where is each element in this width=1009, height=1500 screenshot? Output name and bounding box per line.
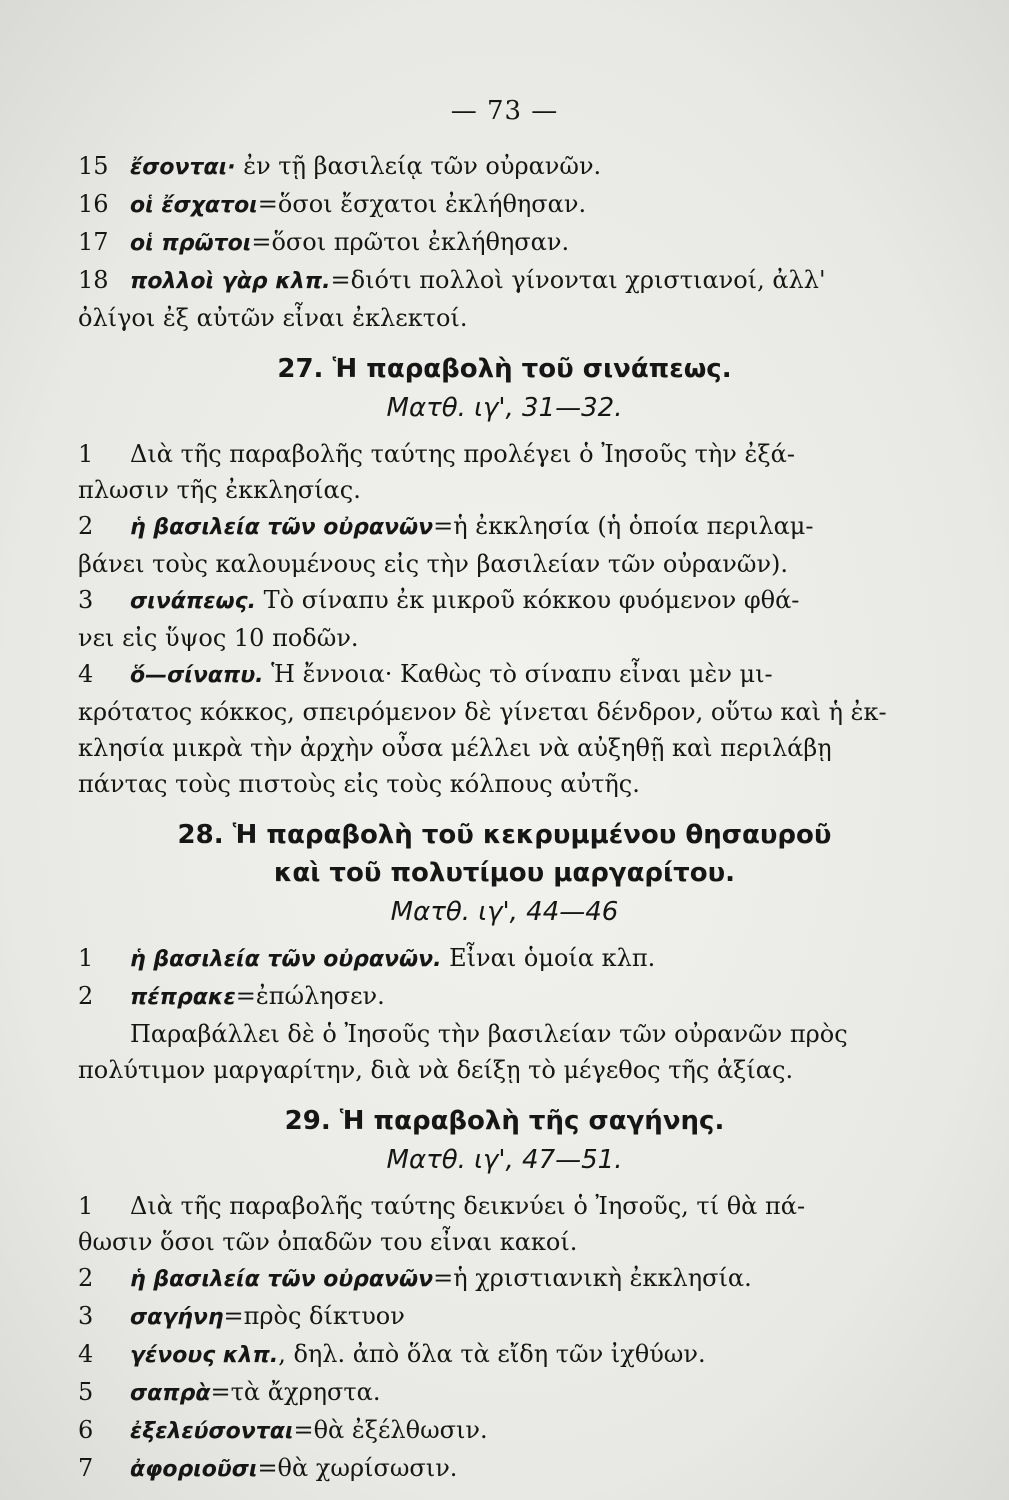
note-term: ἡ βασιλεία τῶν οὐρανῶν. (130, 947, 442, 972)
note-number: 5 (78, 1378, 94, 1406)
note-text: Διὰ τῆς παραβολῆς ταύτης προλέγει ὁ Ἰησοῦς τὴν ἐξά- (130, 440, 795, 468)
paragraph-line: Παραβάλλει δὲ ὁ Ἰησοῦς τὴν βασιλείαν τῶν οὐρανῶν πρὸς (130, 1020, 848, 1048)
note-term: ἡ βασιλεία τῶν οὐρανῶν (130, 1267, 434, 1292)
note-text: =διότι πολλοὶ γίνονται χριστιανοί, ἀλλ' (330, 266, 826, 294)
note-continuation: κλησία μικρὰ τὴν ἀρχὴν οὖσα μέλλει νὰ αὐξηθῇ καὶ περιλάβῃ (78, 734, 832, 762)
note-number: 3 (78, 586, 94, 614)
note-line (78, 940, 931, 978)
note-line (78, 224, 931, 262)
note-text: =ἡ χριστιανικὴ ἐκκλησία. (433, 1264, 752, 1292)
note-line (78, 148, 931, 186)
paragraph-line: πολύτιμον μαργαρίτην, διὰ νὰ δείξῃ τὸ μέγεθος τῆς ἀξίας. (78, 1056, 794, 1084)
note-number: 15 (78, 152, 109, 180)
note-line (78, 508, 931, 546)
note-number: 3 (78, 1302, 94, 1330)
note-line (78, 1260, 931, 1298)
section-28-reference: Ματθ. ιγ', 44—46 (390, 897, 619, 927)
note-number: 6 (78, 1416, 94, 1444)
section-28-title-line2: καὶ τοῦ πολυτίμου μαργαρίτου. (273, 858, 736, 888)
note-number: 16 (78, 190, 109, 218)
note-line (78, 582, 931, 620)
note-number: 4 (78, 1340, 94, 1368)
note-continuation: πλωσιν τῆς ἐκκλησίας. (78, 476, 361, 504)
note-text: =πρὸς δίκτυον (223, 1302, 405, 1330)
note-number: 2 (78, 512, 94, 540)
note-line (78, 1298, 931, 1336)
note-line (78, 1412, 931, 1450)
note-term: πολλοὶ γὰρ κλπ. (130, 269, 331, 294)
note-line (78, 1450, 931, 1488)
note-term: σαπρὰ (130, 1381, 211, 1406)
note-text: Εἶναι ὁμοία κλπ. (441, 944, 656, 972)
note-continuation: βάνει τοὺς καλουμένους εἰς τὴν βασιλείαν τῶν οὐρανῶν). (78, 550, 789, 578)
section-29-title: 29. Ἡ παραβολὴ τῆς σαγήνης. (284, 1106, 725, 1136)
page-number: — 73 — (450, 96, 559, 126)
note-term: ἀφοριοῦσι (130, 1457, 258, 1482)
note-number: 2 (78, 982, 94, 1010)
note-text: =τὰ ἄχρηστα. (210, 1378, 381, 1406)
note-number: 2 (78, 1264, 94, 1292)
section-29-reference: Ματθ. ιγ', 47—51. (386, 1145, 623, 1175)
note-text: =ἡ ἐκκλησία (ἡ ὁποία περιλαμ- (433, 512, 814, 540)
section-27-title: 27. Ἡ παραβολὴ τοῦ σινάπεως. (277, 354, 732, 384)
note-term: γένους κλπ. (130, 1343, 279, 1368)
note-number: 1 (78, 944, 94, 972)
note-text: =θὰ χωρίσωσιν. (257, 1454, 458, 1482)
note-text: =ὅσοι ἔσχατοι ἐκλήθησαν. (257, 190, 587, 218)
note-continuation: νει εἰς ὕψος 10 ποδῶν. (78, 624, 359, 652)
note-term: οἱ πρῶτοι (130, 231, 252, 256)
note-text: Διὰ τῆς παραβολῆς ταύτης δεικνύει ὁ Ἰησοῦς, τί θὰ πά- (130, 1192, 806, 1220)
note-term: οἱ ἔσχατοι (130, 193, 258, 218)
note-number: 4 (78, 660, 94, 688)
note-number: 17 (78, 228, 109, 256)
note-continuation: θωσιν ὅσοι τῶν ὀπαδῶν του εἶναι κακοί. (78, 1228, 578, 1256)
note-number: 1 (78, 1192, 94, 1220)
note-text: =ὅσοι πρῶτοι ἐκλήθησαν. (251, 228, 570, 256)
section-28-title: 28. Ἡ παραβολὴ τοῦ κεκρυμμένου θησαυροῦ (177, 820, 832, 850)
note-text: , δηλ. ἀπὸ ὅλα τὰ εἴδη τῶν ἰχθύων. (278, 1340, 706, 1368)
note-line (78, 436, 931, 472)
note-number: 1 (78, 440, 94, 468)
note-term: ἐξελεύσονται (130, 1419, 294, 1444)
note-line (78, 1374, 931, 1412)
note-text: =ἐπώλησεν. (235, 982, 385, 1010)
note-text: =θὰ ἐξέλθωσιν. (293, 1416, 488, 1444)
note-term: ἔσονται· (130, 155, 236, 180)
note-text: Ἡ ἔννοια· Καθὼς τὸ σίναπυ εἶναι μὲν μι- (263, 660, 773, 688)
note-line (78, 262, 931, 300)
note-term: πέπρακε (130, 985, 236, 1010)
note-line (78, 1188, 931, 1224)
note-line (78, 978, 931, 1016)
note-text: ἐν τῇ βασιλείᾳ τῶν οὐρανῶν. (235, 152, 602, 180)
note-number: 18 (78, 266, 109, 294)
note-term: ἡ βασιλεία τῶν οὐρανῶν (130, 515, 434, 540)
note-continuation: ὀλίγοι ἐξ αὐτῶν εἶναι ἐκλεκτοί. (78, 304, 468, 332)
note-text: Τὸ σίναπυ ἐκ μικροῦ κόκκου φυόμενον φθά- (255, 586, 800, 614)
note-term: σινάπεως. (130, 589, 256, 614)
note-term: σαγήνη (130, 1305, 224, 1330)
note-term: ὅ—σίναπυ. (130, 663, 264, 688)
note-continuation: πάντας τοὺς πιστοὺς εἰς τοὺς κόλπους αὐτῆς. (78, 770, 640, 798)
note-continuation: κρότατος κόκκος, σπειρόμενον δὲ γίνεται δένδρον, οὕτω καὶ ἡ ἐκ- (78, 698, 887, 726)
note-number: 7 (78, 1454, 94, 1482)
section-27-reference: Ματθ. ιγ', 31—32. (386, 393, 623, 423)
note-line (78, 656, 931, 694)
note-line (78, 186, 931, 224)
note-line (78, 1336, 931, 1374)
